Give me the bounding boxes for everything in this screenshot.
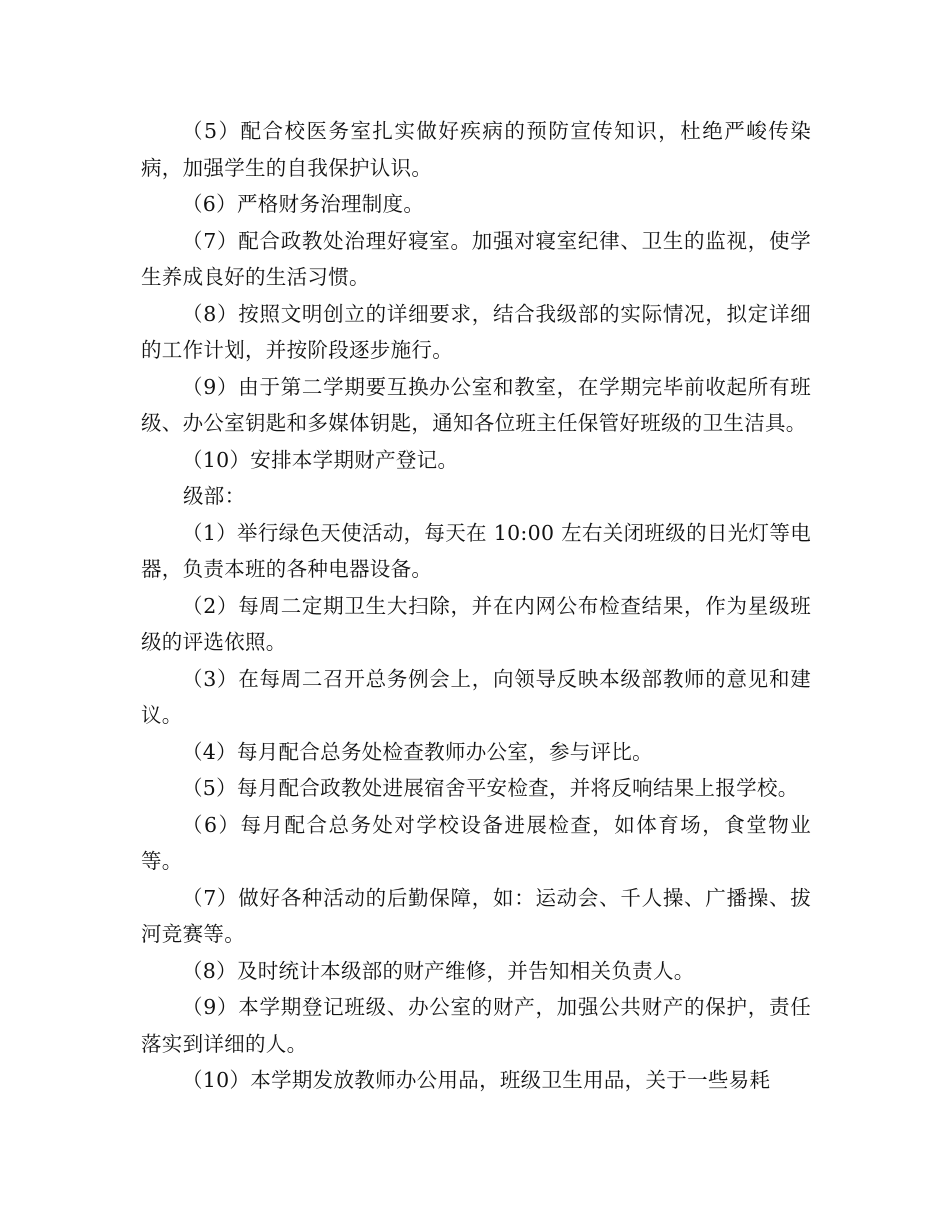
paragraph: （9）本学期登记班级、办公室的财产，加强公共财产的保护，责任落实到详细的人。 [141, 995, 811, 1056]
paragraph: （3）在每周二召开总务例会上，向领导反映本级部教师的意见和建议。 [141, 666, 811, 727]
paragraph: （5）配合校医务室扎实做好疾病的预防宣传知识，杜绝严峻传染病，加强学生的自我保护认识。 [141, 119, 811, 180]
paragraph: （5）每月配合政教处进展宿舍平安检查，并将反响结果上报学校。 [182, 776, 799, 800]
paragraph: （1）举行绿色天使活动，每天在 10:00 左右关闭班级的日光灯等电器，负责本班的各种电器设备。 [141, 520, 811, 581]
section-label: 级部： [183, 484, 246, 508]
paragraph: （6）每月配合总务处对学校设备进展检查，如体育场，食堂物业等。 [141, 812, 811, 873]
paragraph: （2）每周二定期卫生大扫除，并在内网公布检查结果，作为星级班级的评选依照。 [141, 593, 811, 654]
paragraph: （9）由于第二学期要互换办公室和教室，在学期完毕前收起所有班级、办公室钥匙和多媒体钥匙，通知各位班主任保管好班级的卫生洁具。 [141, 374, 811, 435]
paragraph: （8）按照文明创立的详细要求，结合我级部的实际情况，拟定详细的工作计划，并按阶段逐步施行。 [141, 301, 811, 362]
paragraph: （8）及时统计本级部的财产维修，并告知相关负责人。 [182, 958, 695, 983]
document-body [141, 113, 811, 1099]
paragraph: （7）配合政教处治理好寝室。加强对寝室纪律、卫生的监视，使学生养成良好的生活习惯。 [141, 228, 811, 289]
paragraph: （4）每月配合总务处检查教师办公室，参与评比。 [182, 739, 653, 764]
paragraph: （6）严格财务治理制度。 [182, 192, 425, 216]
paragraph: （10）安排本学期财产登记。 [182, 447, 459, 472]
paragraph: （7）做好各种活动的后勤保障，如：运动会、千人操、广播操、拔河竞赛等。 [141, 885, 811, 946]
paragraph: （10）本学期发放教师办公用品，班级卫生用品，关于一些易耗 [182, 1068, 771, 1092]
